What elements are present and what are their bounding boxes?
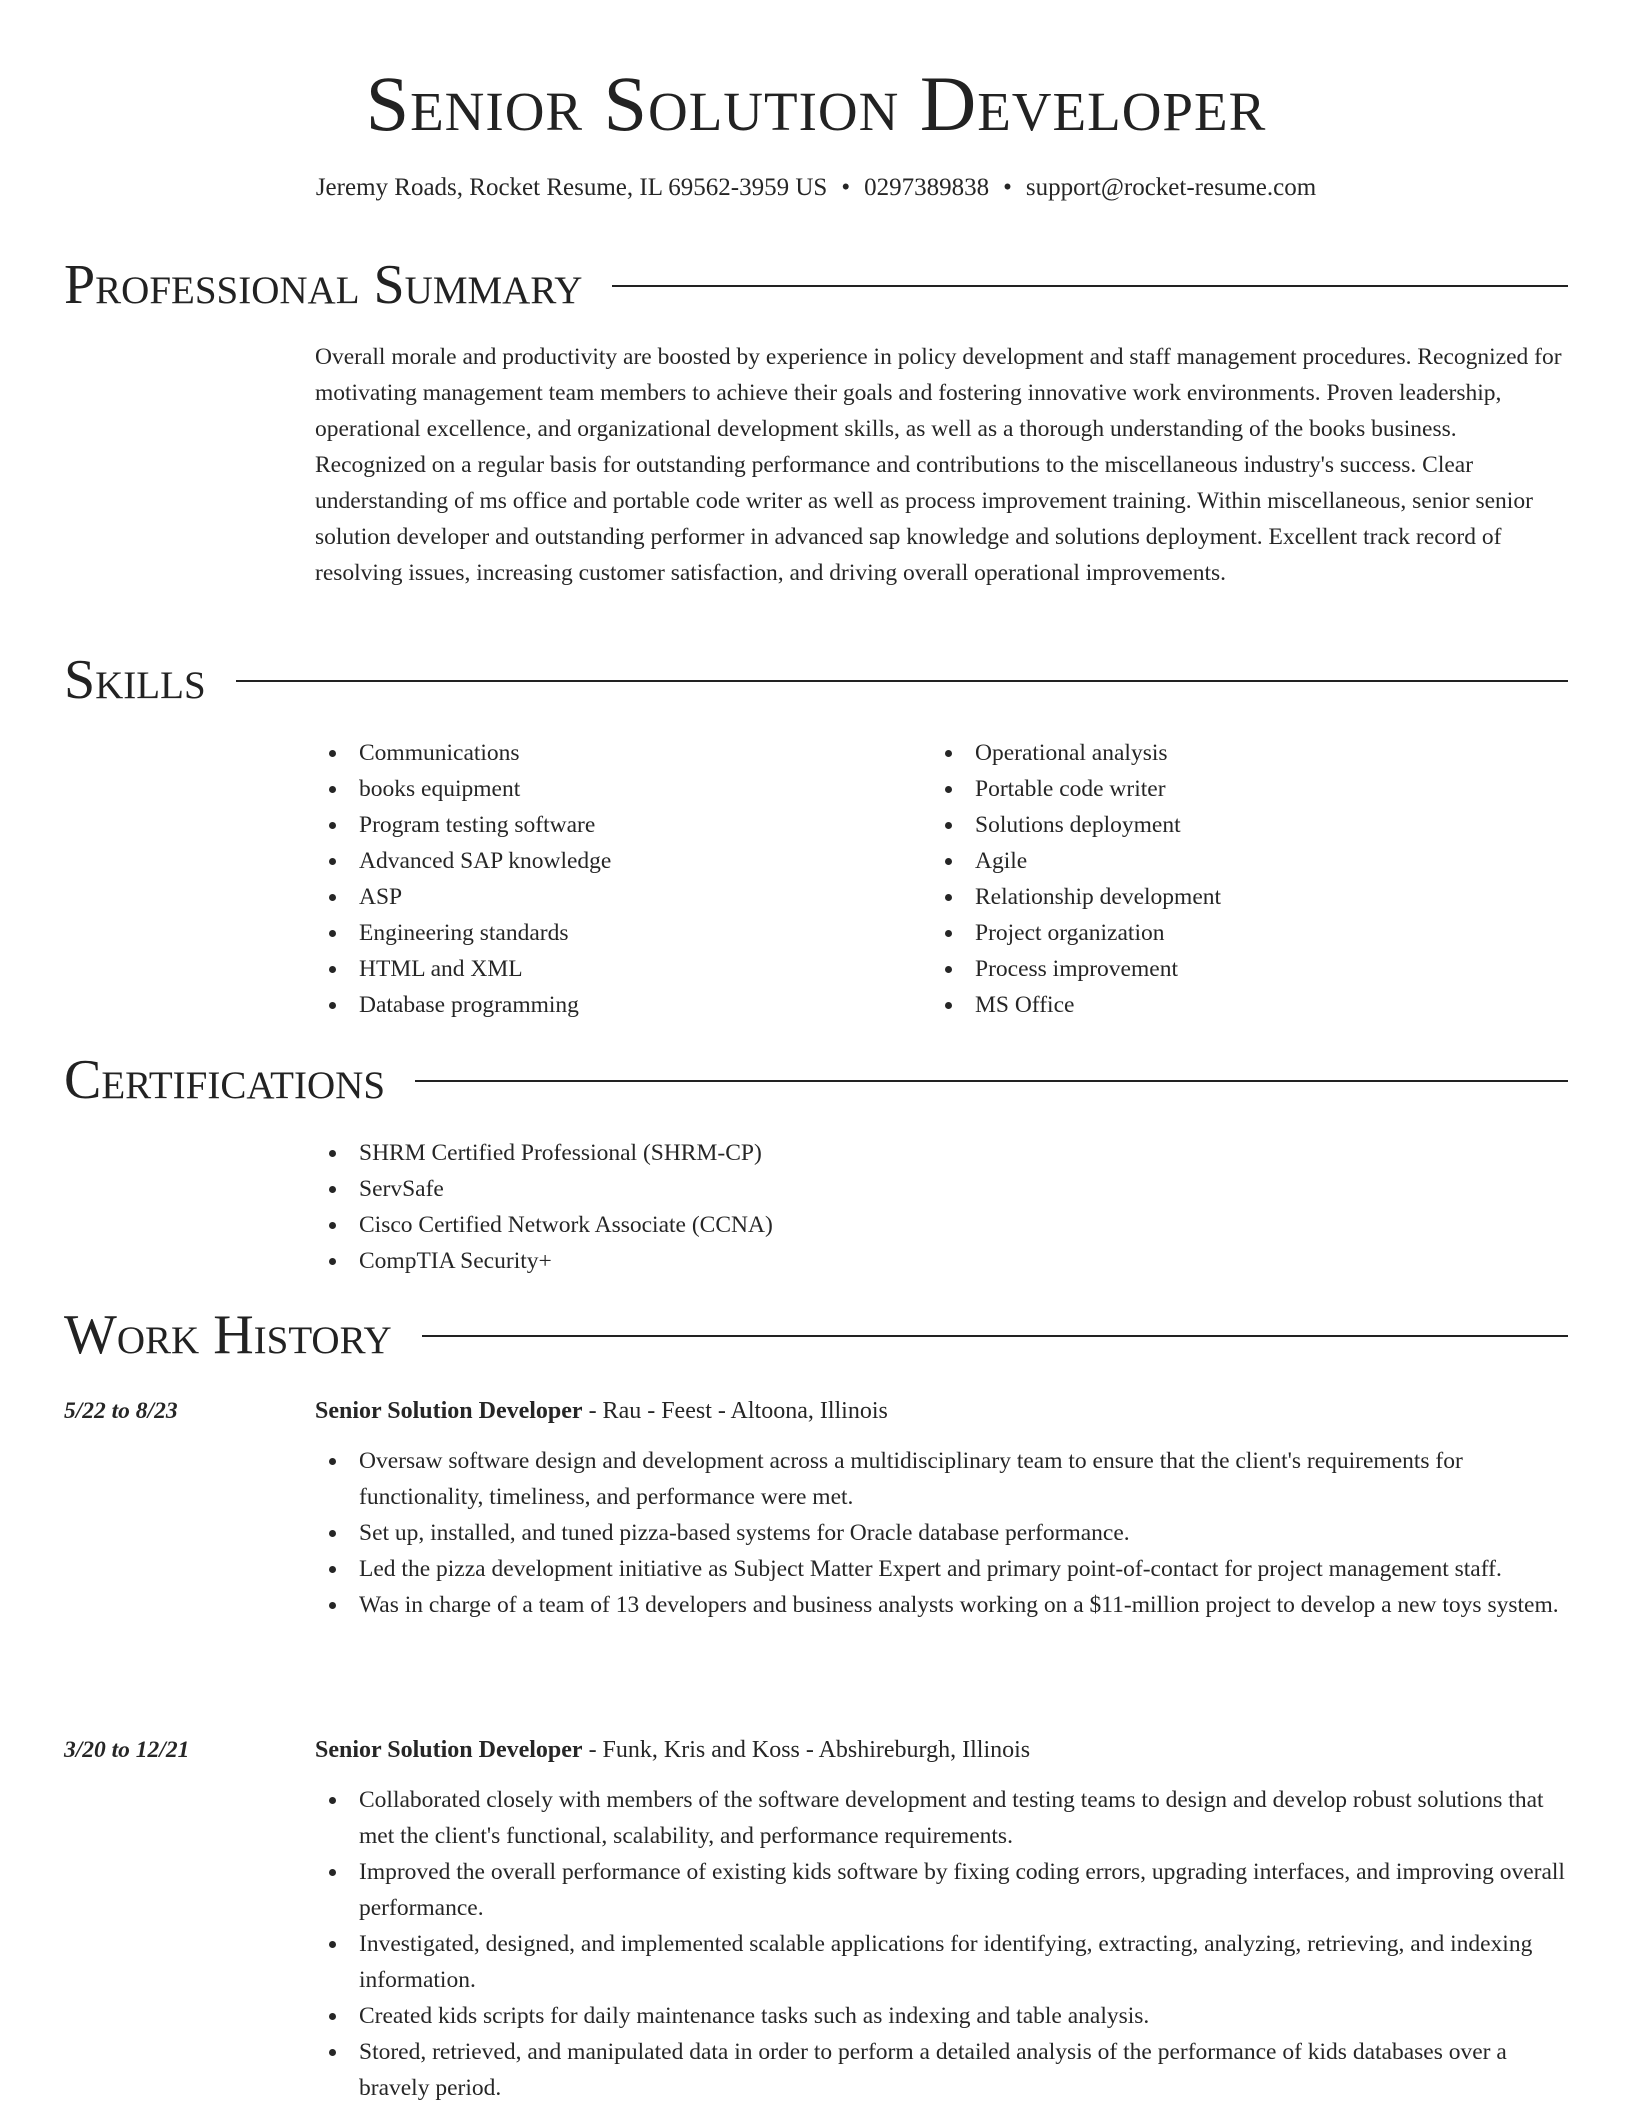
job-bullet: Oversaw software design and development across a multidisciplinary team to ensure that the client's requirements for functionality, timeliness, and performance were met.	[315, 1443, 1568, 1515]
certification-item: Cisco Certified Network Associate (CCNA)	[315, 1207, 1215, 1243]
certification-item: CompTIA Security+	[315, 1243, 1215, 1279]
job-bullet: Collaborated closely with members of the software development and testing teams to design and develop robust solutions that met the client's functional, scalability, and performance requirements.	[315, 1782, 1568, 1854]
skills-list-right	[931, 735, 1531, 1023]
skill-item: ASP	[315, 879, 875, 915]
job-employer-location: - Funk, Kris and Koss - Abshireburgh, Illinois	[582, 1737, 1031, 1763]
certification-item: ServSafe	[315, 1171, 1215, 1207]
job-bullet: Set up, installed, and tuned pizza-based systems for Oracle database performance.	[315, 1515, 1568, 1551]
job-bullet: Stored, retrieved, and manipulated data in order to perform a detailed analysis of the performance of kids databases over a bravely period.	[315, 2034, 1568, 2106]
skill-item: Program testing software	[315, 807, 875, 843]
section-divider	[612, 285, 1568, 287]
job-bullet: Led the pizza development initiative as Subject Matter Expert and primary point-of-contact for project management staff.	[315, 1551, 1568, 1587]
job-dates: 3/20 to 12/21	[64, 1737, 190, 1763]
skill-item: Advanced SAP knowledge	[315, 843, 875, 879]
skill-item: Project organization	[931, 915, 1531, 951]
skill-item: Database programming	[315, 987, 875, 1023]
job-responsibilities	[315, 1782, 1568, 2106]
skill-item: Operational analysis	[931, 735, 1531, 771]
contact-separator: •	[1003, 174, 1012, 201]
section-header-work-history	[64, 1305, 1568, 1365]
skill-item: Communications	[315, 735, 875, 771]
contact-phone: 0297389838	[864, 174, 990, 201]
resume-title: Senior Solution Developer	[365, 60, 1267, 147]
certifications-list	[315, 1135, 1215, 1279]
job-bullet: Created kids scripts for daily maintenance tasks such as indexing and table analysis.	[315, 1998, 1568, 2034]
contact-separator: •	[841, 174, 851, 201]
section-header-certifications	[64, 1050, 1568, 1110]
skill-item: Solutions deployment	[931, 807, 1531, 843]
section-title: Professional Summary	[64, 254, 583, 316]
skill-item: Portable code writer	[931, 771, 1531, 807]
section-divider	[422, 1335, 1568, 1337]
job-bullet: Investigated, designed, and implemented scalable applications for identifying, extracting, analyzing, retrieving, and indexing information.	[315, 1926, 1568, 1998]
skill-item: HTML and XML	[315, 951, 875, 987]
section-header-summary	[64, 255, 1568, 315]
job-responsibilities	[315, 1443, 1568, 1623]
skill-item: Engineering standards	[315, 915, 875, 951]
skill-item: Process improvement	[931, 951, 1531, 987]
skill-item: Relationship development	[931, 879, 1531, 915]
section-title: Certifications	[64, 1049, 386, 1111]
certification-item: SHRM Certified Professional (SHRM-CP)	[315, 1135, 1215, 1171]
job-heading	[315, 1732, 1568, 1768]
summary-paragraph: Overall morale and productivity are boosted by experience in policy development and staff management procedures. Recognized for motivating management team members to achieve their goals and fostering innovative work environments. Proven leadership, operational excellence, and organizational development skills, as well as a thorough understanding of the books business. Recognized on a regular basis for outstanding performance and contributions to the miscellaneous industry's success. Clear understanding of ms office and portable code writer as well as process improvement training. Within miscellaneous, senior senior solution developer and outstanding performer in advanced sap knowledge and solutions deployment. Excellent track record of resolving issues, increasing customer satisfaction, and driving overall operational improvements.	[315, 344, 1562, 586]
skills-list-left	[315, 735, 875, 1023]
skill-item: Agile	[931, 843, 1531, 879]
job-heading	[315, 1393, 1568, 1429]
section-divider	[415, 1080, 1568, 1082]
contact-line	[0, 172, 1632, 204]
section-header-skills	[64, 650, 1568, 710]
contact-email[interactable]: support@rocket-resume.com	[1025, 174, 1317, 201]
job-role: Senior Solution Developer	[315, 1737, 583, 1763]
job-bullet: Improved the overall performance of existing kids software by fixing coding errors, upgrading interfaces, and improving overall performance.	[315, 1854, 1568, 1926]
job-bullet: Was in charge of a team of 13 developers and business analysts working on a $11-million project to develop a new toys system.	[315, 1587, 1568, 1623]
section-title: Work History	[64, 1304, 392, 1366]
job-role: Senior Solution Developer	[315, 1398, 583, 1424]
skill-item: MS Office	[931, 987, 1531, 1023]
contact-address: Jeremy Roads, Rocket Resume, IL 69562-3959 US	[315, 174, 828, 201]
skill-item: books equipment	[315, 771, 875, 807]
job-employer-location: - Rau - Feest - Altoona, Illinois	[582, 1398, 888, 1424]
job-dates: 5/22 to 8/23	[64, 1398, 178, 1424]
section-title: Skills	[64, 649, 206, 711]
section-divider	[236, 680, 1568, 682]
